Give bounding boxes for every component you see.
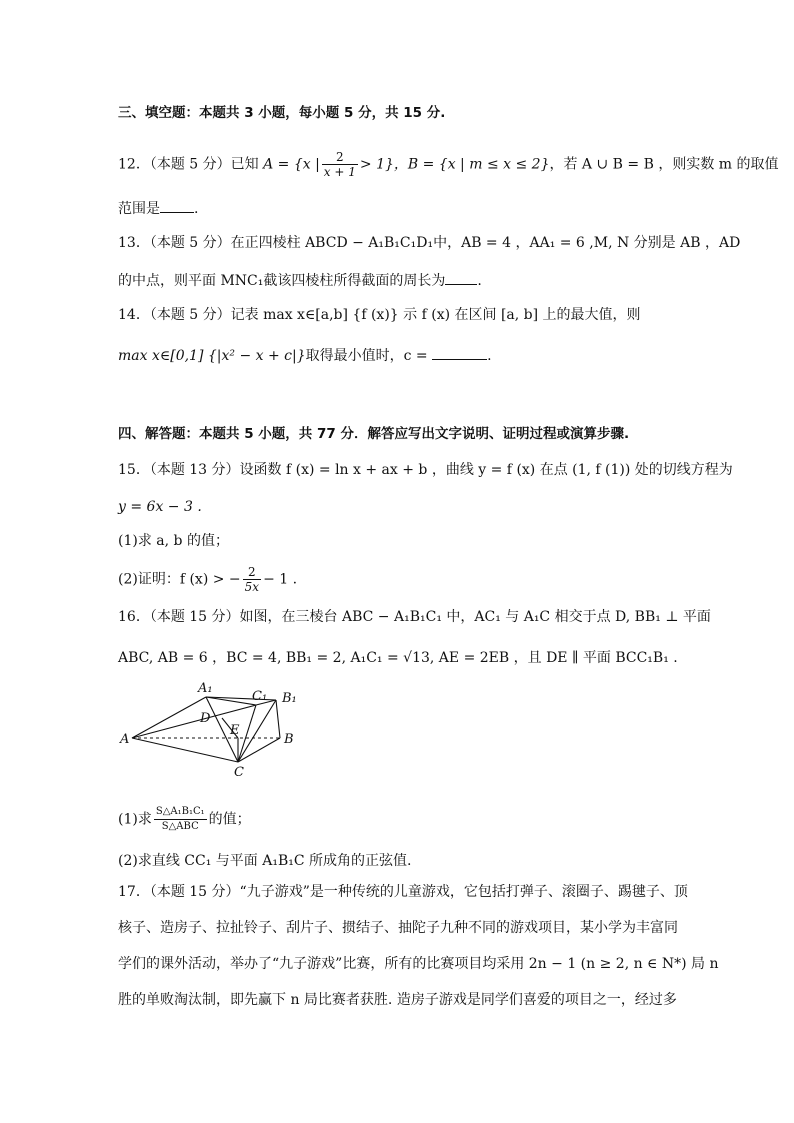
question-14-line-1 — [118, 305, 641, 325]
q15-part-2-a: (2)证明：f (x) > − — [118, 571, 241, 588]
q13-line-2-text: 的中点，则平面 MNC₁截该四棱柱所得截面的周长为 — [118, 273, 446, 289]
q14-line-2-text: 取得最小值时，c = — [305, 348, 428, 364]
q16-frac-num: S△A₁B₁C₁ — [154, 805, 207, 820]
label-a1: A₁ — [198, 681, 213, 696]
question-14-line-2: max x∈[0,1] {|x² − x + c|}取得最小值时，c = . — [118, 345, 492, 366]
q16-number: 16．（本题 15 分） — [118, 609, 240, 625]
q14-line-1-text: 记表 max x∈[a,b] {f (x)} 示 f (x) 在区间 [a, b] 上的最大值，则 — [230, 307, 641, 323]
q15-frac-num: 2 — [243, 565, 261, 580]
q17-number: 17．（本题 15 分） — [118, 884, 240, 900]
question-17-line-4: 胜的单败淘汰制，即先赢下 n 局比赛者获胜. 造房子游戏是同学们喜爱的项目之一，经过多 — [118, 992, 677, 1008]
q16-part-1-a: (1)求 — [118, 811, 152, 828]
question-16-part-2: (2)求直线 CC₁ 与平面 A₁B₁C 所成角的正弦值. — [118, 853, 412, 869]
section-3-heading: 三、填空题：本题共 3 小题，每小题 5 分，共 15 分. — [118, 105, 446, 121]
q17-line-1-text: “九子游戏”是一种传统的儿童游戏，它包括打弹子、滚圈子、踢毽子、顶 — [239, 884, 688, 900]
q12-frac-num: 2 — [322, 150, 358, 165]
label-b1: B₁ — [282, 691, 297, 706]
q16-part-1-b: 的值； — [208, 811, 251, 828]
label-d: D — [200, 711, 211, 726]
question-16-part-1 — [118, 805, 251, 834]
q16-fraction — [154, 805, 207, 834]
frustum-figure — [116, 680, 316, 780]
question-17-line-1 — [118, 882, 688, 902]
question-17-line-3: 学们的课外活动，举办了“九子游戏”比赛，所有的比赛项目均采用 2n − 1 (n ≥ 2, n ∈ N*) 局 n — [118, 956, 719, 972]
q15-line-1-text: 设函数 f (x) = ln x + ax + b ，曲线 y = f (x) 在点 (1, f (1)) 处的切线方程为 — [239, 462, 733, 478]
q12-set-a-right: > 1} — [359, 156, 394, 173]
q15-number: 15．（本题 13 分） — [118, 462, 240, 478]
q12-line-2-text: 范围是 — [118, 201, 160, 217]
q12-answer-blank — [160, 198, 194, 213]
q12-number: 12．（本题 5 分） — [118, 156, 231, 173]
q12-set-a-left: A = {x | — [263, 156, 320, 173]
question-15-line-1 — [118, 460, 733, 480]
label-c: C — [234, 765, 244, 780]
q16-frac-den: S△ABC — [161, 821, 199, 832]
q12-text-a: 已知 — [230, 156, 259, 173]
edge-a-c — [132, 738, 238, 762]
question-15-part-2 — [118, 565, 297, 594]
q15-part-2-b: − 1 . — [263, 571, 298, 588]
question-13-line-2: 的中点，则平面 MNC₁截该四棱柱所得截面的周长为 . — [118, 270, 482, 291]
question-15-line-2: y = 6x − 3 . — [118, 499, 202, 515]
edge-b1-c — [238, 700, 276, 762]
q14-answer-blank — [432, 345, 487, 360]
question-16-line-2: ABC, AB = 6 ，BC = 4, BB₁ = 2, A₁C₁ = √13, AE = 2EB ，且 DE ∥ 平面 BCC₁B₁ . — [118, 650, 678, 666]
q13-answer-blank — [445, 270, 477, 285]
q16-line-1-text: 如图，在三棱台 ABC − A₁B₁C₁ 中，AC₁ 与 A₁C 相交于点 D, BB₁ ⊥ 平面 — [239, 609, 711, 625]
question-16-line-1 — [118, 607, 711, 627]
question-12-line-1 — [118, 150, 779, 179]
question-13-line-1 — [118, 233, 740, 253]
label-b: B — [284, 732, 294, 747]
q13-line-1-text: 在正四棱柱 ABCD − A₁B₁C₁D₁中，AB = 4 ，AA₁ = 6 ,M, N 分别是 AB ，AD — [230, 235, 741, 251]
q15-fraction — [243, 565, 261, 594]
q14-number: 14．（本题 5 分） — [118, 307, 231, 323]
label-a: A — [120, 732, 130, 747]
question-12-line-2: 范围是 . — [118, 198, 198, 219]
label-c1: C₁ — [252, 689, 268, 704]
label-e: E — [230, 723, 240, 738]
q15-frac-den: 5x — [244, 580, 260, 594]
edge-a-a1 — [132, 697, 206, 738]
question-15-part-1: (1)求 a, b 的值； — [118, 533, 229, 549]
q12-condition: ，若 A ∪ B = B ，则实数 m 的取值 — [549, 156, 779, 173]
q14-expression: max x∈[0,1] {|x² − x + c|} — [118, 348, 306, 364]
section-4-heading: 四、解答题：本题共 5 小题，共 77 分．解答应写出文字说明、证明过程或演算步骤. — [118, 426, 630, 442]
edge-b1-b — [276, 700, 280, 738]
question-17-line-2: 核子、造房子、拉扯铃子、刮片子、掼结子、抽陀子九种不同的游戏项目，某小学为丰富同 — [118, 920, 678, 936]
q12-frac-den: x + 1 — [323, 165, 356, 179]
q12-fraction — [322, 150, 358, 179]
q12-set-b: ，B = {x | m ≤ x ≤ 2} — [393, 156, 550, 173]
q13-number: 13．（本题 5 分） — [118, 235, 231, 251]
